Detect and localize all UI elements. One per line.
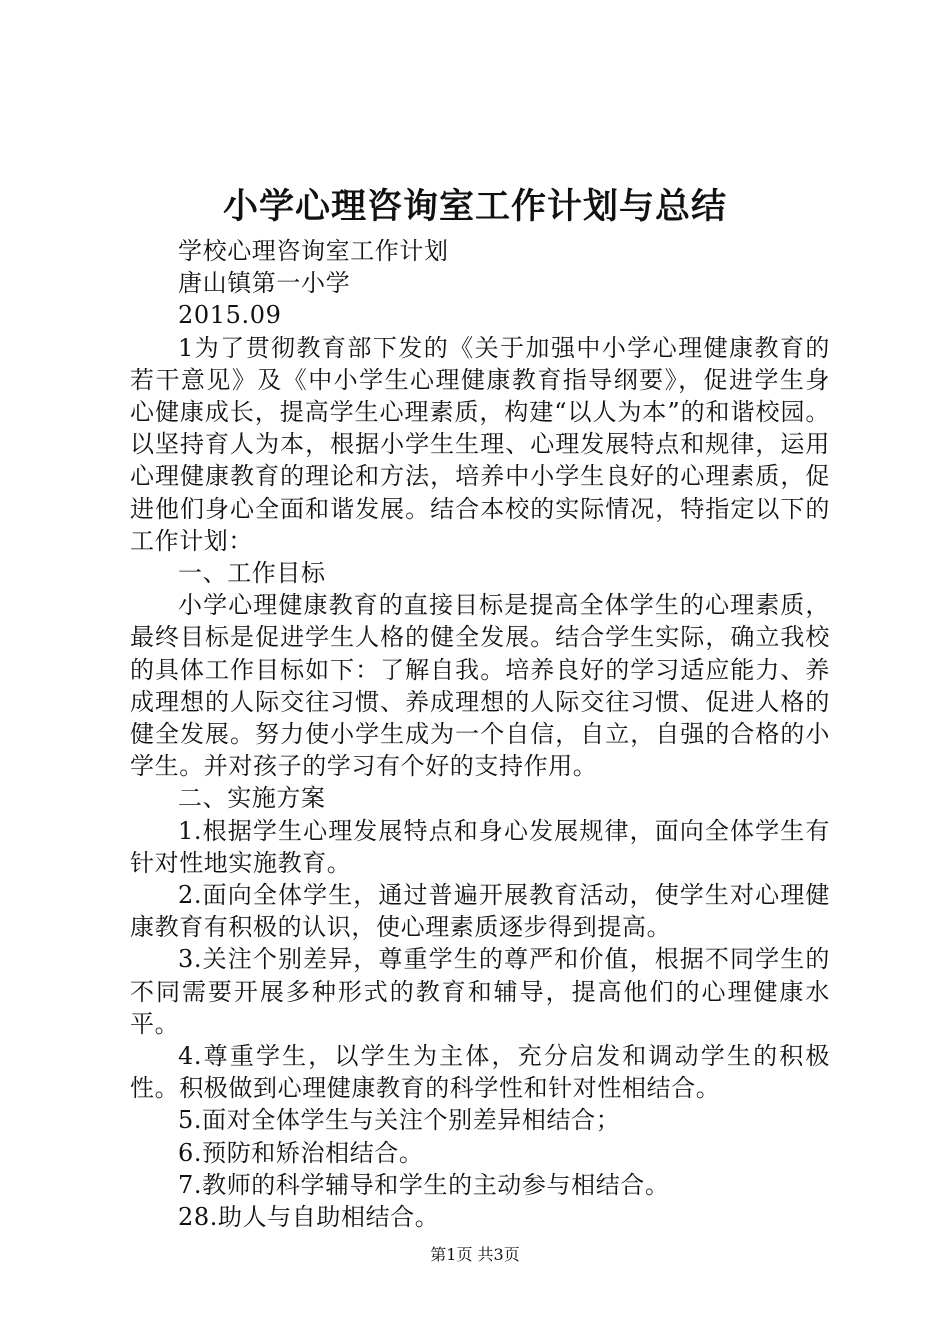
list-item-6: 6.预防和矫治相结合。 [178, 1138, 424, 1167]
document-body [130, 235, 830, 1233]
list-item-1: 1.根据学生心理发展特点和身心发展规律，面向全体学生有针对性地实施教育。 [130, 816, 830, 877]
document-title: 小学心理咨询室工作计划与总结 [222, 186, 727, 227]
page-footer: 第1页 共3页 [430, 1245, 520, 1264]
paragraph-plan-heading: 学校心理咨询室工作计划 [178, 237, 449, 265]
section-heading-plan: 二、实施方案 [178, 784, 326, 813]
paragraph-date: 2015.09 [178, 301, 282, 330]
list-item-7: 7.教师的科学辅导和学生的主动参与相结合。 [178, 1170, 670, 1199]
list-item-28: 28.助人与自助相结合。 [178, 1203, 440, 1232]
paragraph-goals: 小学心理健康教育的直接目标是提高全体学生的心理素质，最终目标是促进学生人格的健全发展。结合学生实际，确立我校的具体工作目标如下：了解自我。培养良好的学习适应能力、养成理想的人际交往习惯、养成理想的人际交往习惯、促进人格的健全发展。努力使小学生成为一个自信，自立，自强的合格的小学生。并对孩子的学习有个好的支持作用。 [130, 591, 830, 781]
paragraph-school-name: 唐山镇第一小学 [178, 269, 351, 298]
list-item-4: 4.尊重学生，以学生为主体，充分启发和调动学生的积极性。积极做到心理健康教育的科学性和针对性相结合。 [130, 1042, 830, 1103]
list-item-5: 5.面对全体学生与关注个别差异相结合； [178, 1106, 621, 1135]
list-item-3: 3.关注个别差异，尊重学生的尊严和价值，根据不同学生的不同需要开展多种形式的教育和辅导，提高他们的心理健康水平。 [130, 945, 830, 1038]
list-item-2: 2.面向全体学生，通过普遍开展教育活动，使学生对心理健康教育有积极的认识，使心理素质逐步得到提高。 [130, 881, 830, 942]
paragraph-intro: 1为了贯彻教育部下发的《关于加强中小学心理健康教育的若干意见》及《中小学生心理健康教育指导纲要》，促进学生身心健康成长，提高学生心理素质，构建“以人为本”的和谐校园。以坚持育人为本，根据小学生生理、心理发展特点和规律，运用心理健康教育的理论和方法，培养中小学生良好的心理素质，促进他们身心全面和谐发展。结合本校的实际情况，特指定以下的工作计划： [130, 333, 830, 555]
section-heading-goals: 一、工作目标 [178, 559, 326, 588]
